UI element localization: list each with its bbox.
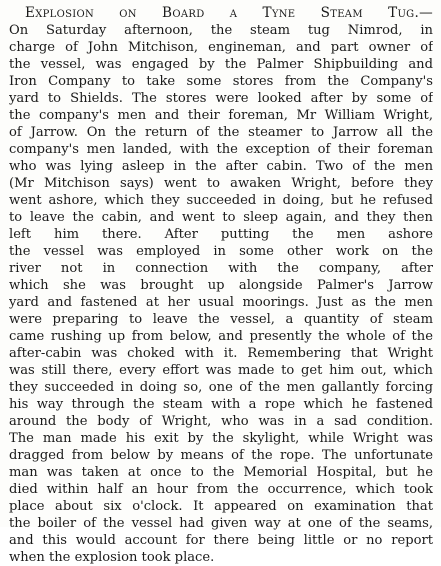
article-line-26: dragged from below by means of the rope. The unfortunate — [9, 448, 433, 463]
article-line-23: his way through the steam with a rope which he fastened — [9, 397, 433, 412]
headline-dash: — — [419, 5, 433, 21]
article-line-1: On Saturday afternoon, the steam tug Nimrod, in — [9, 23, 433, 38]
article-line-11: went ashore, which they succeeded in doing, but he refused — [9, 193, 433, 208]
article-line-16: which she was brought up alongside Palmer's Jarrow — [9, 278, 433, 293]
article-line-24: around the body of Wright, who was in a sad condition. — [9, 414, 433, 429]
article-line-18: were preparing to leave the vessel, a quantity of steam — [9, 312, 433, 327]
article-line-5: yard to Shields. The stores were looked after by some of — [9, 91, 433, 106]
article-line-2: charge of John Mitchison, engineman, and part owner of — [9, 40, 433, 55]
article-line-29: place about six o'clock. It appeared on examination that — [9, 499, 433, 514]
article-line-27: man was taken at once to the Memorial Hospital, but he — [9, 465, 433, 480]
article-line-3: the vessel, was engaged by the Palmer Shipbuilding and — [9, 57, 433, 72]
article-line-4: Iron Company to take some stores from the Company's — [9, 74, 433, 89]
article-line-21: was still there, every effort was made to get him out, which — [9, 363, 433, 378]
article-line-17: yard and fastened at her usual moorings. Just as the men — [9, 295, 433, 310]
article-line-15: river not in connection with the company, after — [9, 261, 433, 276]
article-line-8: company's men landed, with the exception of their foreman — [9, 142, 433, 157]
article-line-10: (Mr Mitchison says) went to awaken Wright, before they — [9, 176, 433, 191]
article-line-13: left him there. After putting the men ashore — [9, 227, 433, 242]
article-line-14: the vessel was employed in some other work on the — [9, 244, 433, 259]
article-line-20: after-cabin was choked with it. Remembering that Wright — [9, 346, 433, 361]
article-line-6: the company's men and their foreman, Mr William Wright, — [9, 108, 433, 123]
article-line-9: who was lying asleep in the after cabin. Two of the men — [9, 159, 433, 174]
headline: Explosion on Board a Tyne Steam Tug. — [25, 5, 420, 21]
article-line-19: came rushing up from below, and presently the whole of the — [9, 329, 433, 344]
article-line-32: when the explosion took place. — [9, 550, 215, 565]
article-line-28: died within half an hour from the occurrence, which took — [9, 482, 433, 497]
article — [9, 5, 433, 566]
article-line-12: to leave the cabin, and went to sleep again, and they then — [9, 210, 433, 225]
headline-line — [9, 5, 433, 22]
article-line-25: The man made his exit by the skylight, while Wright was — [9, 431, 433, 446]
article-line-22: they succeeded in doing so, one of the men gallantly forcing — [9, 380, 433, 395]
article-line-30: the boiler of the vessel had given way at one of the seams, — [9, 516, 433, 531]
article-line-31: and this would account for there being little or no report — [9, 533, 433, 548]
article-line-7: of Jarrow. On the return of the steamer to Jarrow all the — [9, 125, 433, 140]
